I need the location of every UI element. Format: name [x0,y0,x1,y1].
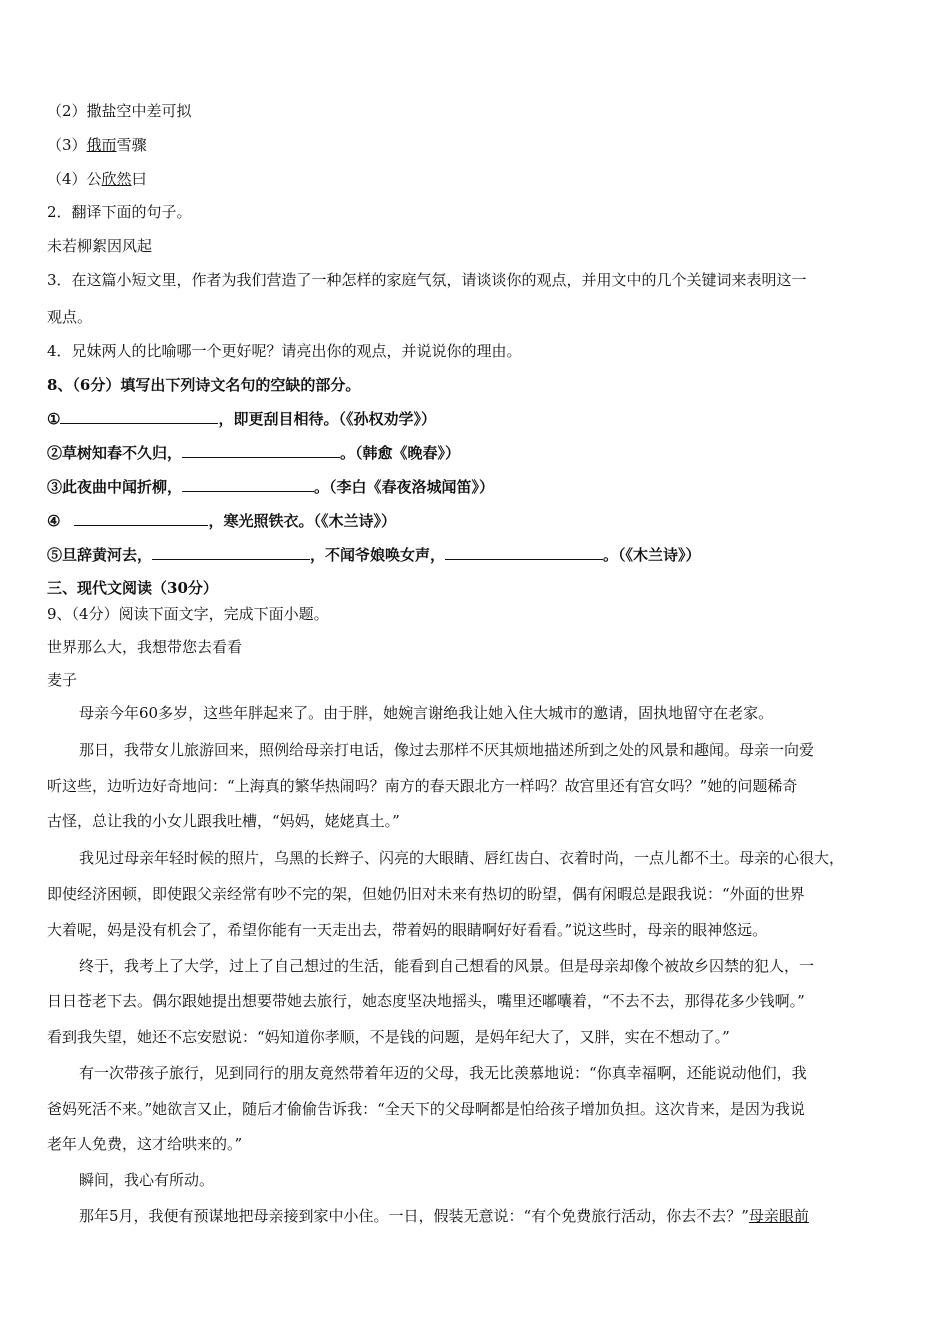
paragraph-2-line-3: 古怪，总让我的小女儿跟我吐槽，“妈妈，姥姥真土。” [47,812,400,830]
paragraph-3-line-3: 大着呢，妈是没有机会了，希望你能有一天走出去，带着妈的眼睛啊好好看看。”说这些时，母亲的眼神悠远。 [47,921,768,939]
paragraph-3-line-1: 我见过母亲年轻时候的照片，乌黑的长辫子、闪亮的大眼睛、唇红齿白、衣着时尚，一点儿都不土。母亲的心很大， [79,849,845,867]
article-title: 世界那么大，我想带您去看看 [47,638,243,656]
fill-blank[interactable] [152,545,310,560]
paragraph-5-line-1: 有一次带孩子旅行，见到同行的朋友竟然带着年迈的父母，我无比羡慕地说：“你真幸福啊，还能说动他们，我 [79,1064,807,1082]
paragraph-2-line-1: 那日，我带女儿旅游回来，照例给母亲打电话，像过去那样不厌其烦地描述所到之处的风景和趣闻。母亲一向爱 [79,741,815,759]
paragraph-4-line-2: 日日苍老下去。偶尔跟她提出想要带她去旅行，她态度坚决地摇头，嘴里还嘟囔着，“不去不去，那得花多少钱啊。” [47,992,805,1010]
paragraph-5-line-3: 老年人免费，这才给哄来的。” [47,1135,243,1153]
q2-sentence: 未若柳絮因风起 [47,237,153,255]
q4-text: 4．兄妹两人的比喻哪一个更好呢？请亮出你的观点，并说说你的理由。 [47,342,522,360]
q9-intro: 9、（4分）阅读下面文字，完成下面小题。 [47,605,329,623]
fill-blank[interactable] [60,409,218,424]
q3-line-2: 观点。 [47,308,93,326]
paragraph-2-line-2: 听这些，边听边好奇地问：“上海真的繁华热闹吗？南方的春天跟北方一样吗？故宫里还有宫女吗？”她的问题稀奇 [47,777,798,795]
paragraph-7-line-1: 那年5月，我便有预谋地把母亲接到家中小住。一日，假装无意说：“有个免费旅行活动，你去不去？”母亲眼前 [79,1207,809,1225]
q8-line-4: ④ ，寒光照铁衣。（《木兰诗》） [47,512,396,530]
section-3-title: 三、现代文阅读（30分） [47,579,218,597]
fill-blank[interactable] [445,545,603,560]
fill-blank[interactable] [74,511,208,526]
paragraph-1: 母亲今年60多岁，这些年胖起来了。由于胖，她婉言谢绝我让她入住大城市的邀请，固执地留守在老家。 [79,704,774,722]
underlined-phrase: 母亲眼前 [748,1207,809,1225]
underlined-word: 欣然 [101,170,132,188]
q8-line-3: ③此夜曲中闻折柳， 。（李白《春夜洛城闻笛》） [47,478,495,496]
q-item-4: （4）公欣然曰 [47,170,147,188]
q8-line-5: ⑤旦辞黄河去， ，不闻爷娘唤女声， 。（《木兰诗》） [47,546,701,564]
paragraph-4-line-3: 看到我失望，她还不忘安慰说：“妈知道你孝顺，不是钱的问题，是妈年纪大了，又胖，实在不想动了。” [47,1028,730,1046]
q8-line-2: ②草树知春不久归， 。（韩愈《晚春》） [47,444,461,462]
paragraph-5-line-2: 爸妈死活不来。”她欲言又止，随后才偷偷告诉我：“全天下的父母啊都是怕给孩子增加负担。这次肯来，是因为我说 [47,1100,805,1118]
q8-line-1: ① ，即更刮目相待。（《孙权劝学》） [47,410,436,428]
q-item-2: （2）撒盐空中差可拟 [47,102,192,120]
q-item-3: （3）俄而雪骤 [47,136,147,154]
underlined-word: 俄而 [86,136,117,154]
fill-blank[interactable] [182,443,340,458]
paragraph-3-line-2: 即使经济困顿，即使跟父亲经常有吵不完的架，但她仍旧对未来有热切的盼望，偶有闲暇总是跟我说：“外面的世界 [47,885,805,903]
q3-line-1: 3．在这篇小短文里，作者为我们营造了一种怎样的家庭气氛，请谈谈你的观点，并用文中的几个关键词来表明这一 [47,271,807,289]
article-author: 麦子 [47,671,78,689]
paragraph-4-line-1: 终于，我考上了大学，过上了自己想过的生活，能看到自己想看的风景。但是母亲却像个被故乡囚禁的犯人，一 [79,957,815,975]
paragraph-6: 瞬间，我心有所动。 [79,1171,215,1189]
fill-blank[interactable] [182,477,314,492]
q8-title: 8、（6分）填写出下列诗文名句的空缺的部分。 [47,376,361,394]
q2-title: 2．翻译下面的句子。 [47,203,192,221]
